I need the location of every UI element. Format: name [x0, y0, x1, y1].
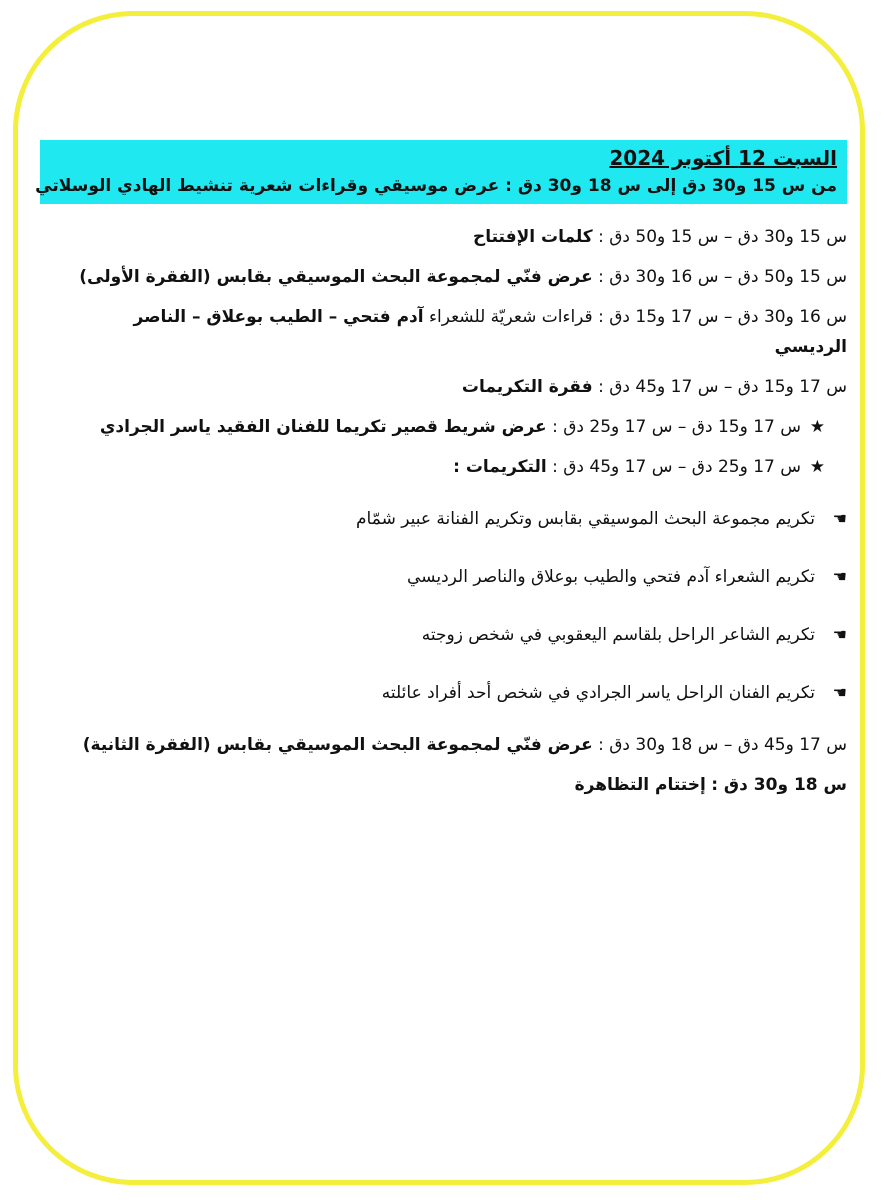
program-item: س 15 و50 دق – س 16 و30 دق : عرض فنّي لمجموعة البحث الموسيقي بقابس (الفقرة الأولى): [79, 267, 847, 287]
program-document: [35, 140, 847, 810]
star-bullet-icon: ★: [809, 457, 825, 477]
event-subtitle: من س 15 و30 دق إلى س 18 و30 دق : عرض موسيقي وقراءات شعرية تنشيط الهادي الوسلاتي: [35, 176, 837, 196]
header-box: [35, 140, 847, 204]
pointing-hand-icon: ☚: [832, 683, 847, 702]
program-item: س 17 و45 دق – س 18 و30 دق : عرض فنّي لمجموعة البحث الموسيقي بقابس (الفقرة الثانية): [82, 735, 847, 755]
honor-item: ☚ تكريم الشعراء آدم فتحي والطيب بوعلاق والناصر الرديسي: [40, 562, 847, 592]
sub-program-item: ★ س 17 و25 دق – س 17 و45 دق : التكريمات :: [40, 452, 847, 482]
pointing-hand-icon: ☚: [832, 625, 847, 644]
star-bullet-icon: ★: [809, 417, 825, 437]
program-item: س 18 و30 دق : إختتام التظاهرة: [574, 775, 847, 795]
honor-item: ☚ تكريم مجموعة البحث الموسيقي بقابس وتكريم الفنانة عبير شمّام: [40, 504, 847, 534]
pointing-hand-icon: ☚: [832, 509, 847, 528]
pointing-hand-icon: ☚: [832, 567, 847, 586]
program-item: س 15 و30 دق – س 15 و50 دق : كلمات الإفتتاح: [472, 227, 847, 247]
program-item: س 17 و15 دق – س 17 و45 دق : فقرة التكريمات: [461, 377, 847, 397]
sub-program-item: ★ س 17 و15 دق – س 17 و25 دق : عرض شريط قصير تكريما للفنان الفقيد ياسر الجرادي: [40, 412, 847, 442]
honor-item: ☚ تكريم الشاعر الراحل بلقاسم اليعقوبي في شخص زوجته: [40, 620, 847, 650]
honor-item: ☚ تكريم الفنان الراحل ياسر الجرادي في شخص أحد أفراد عائلته: [40, 678, 847, 708]
program-item: س 16 و30 دق – س 17 و15 دق : قراءات شعريّة للشعراء آدم فتحي – الطيب بوعلاق – الناصر الرديسي: [133, 307, 847, 357]
event-date: السبت 12 أكتوبر 2024: [609, 146, 837, 170]
